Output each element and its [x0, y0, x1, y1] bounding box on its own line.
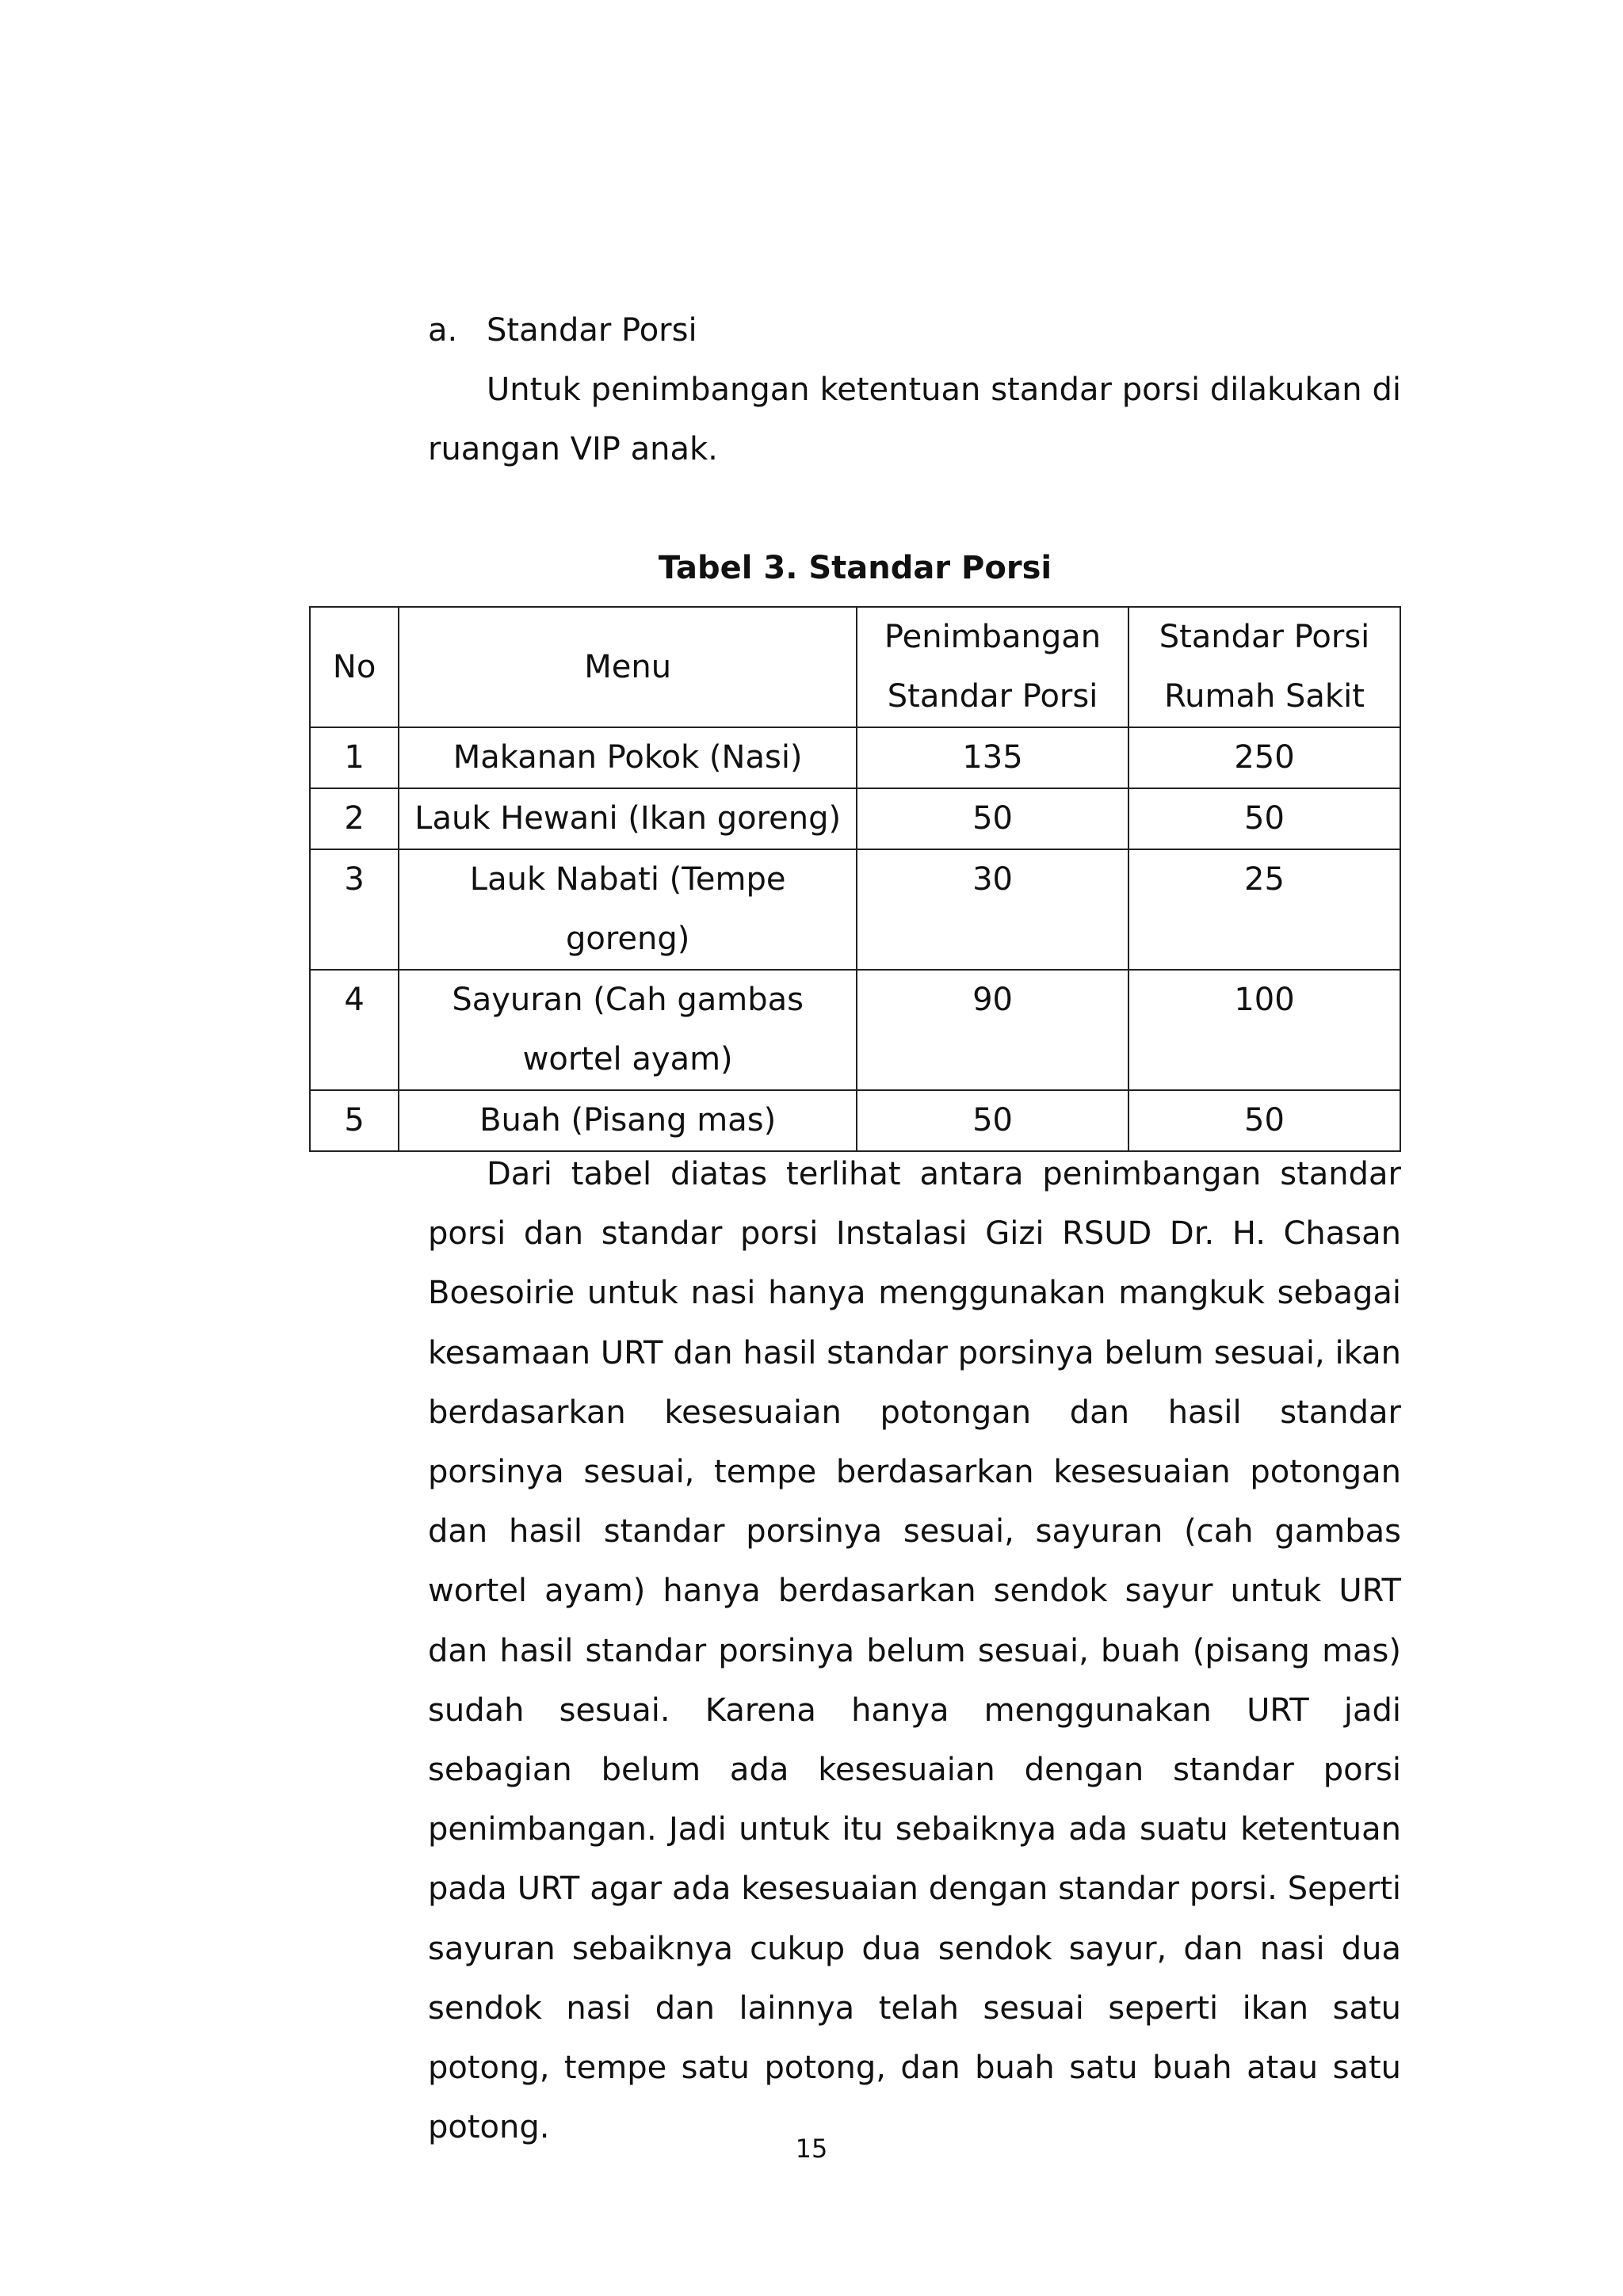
header-no: No [310, 607, 399, 727]
cell-menu: Lauk Nabati (Tempe goreng) [399, 849, 857, 970]
cell-penimbangan: 30 [857, 849, 1128, 970]
cell-menu: Sayuran (Cah gambas wortel ayam) [399, 970, 857, 1090]
standar-porsi-table [309, 606, 1401, 1152]
section-a [428, 301, 1401, 479]
cell-penimbangan: 135 [857, 727, 1128, 788]
cell-standar: 50 [1128, 1090, 1400, 1151]
discussion-paragraph: Dari tabel diatas terlihat antara penimbangan standar porsi dan standar porsi Instalasi Gizi RSUD Dr. H. Chasan Boesoirie untuk nasi hanya menggunakan mangkuk sebagai kesamaan URT dan hasil standar porsinya belum sesuai, ikan berdasarkan kesesuaian potongan dan hasil standar porsinya sesuai, tempe berdasarkan kesesuaian potongan dan hasil standar porsinya sesuai, sayuran (cah gambas wortel ayam) hanya berdasarkan sendok sayur untuk URT dan hasil standar porsinya belum sesuai, buah (pisang mas) sudah sesuai. Karena hanya menggunakan URT jadi sebagian belum ada kesesuaian dengan standar porsi penimbangan. Jadi untuk itu sebaiknya ada suatu ketentuan pada URT agar ada kesesuaian dengan standar porsi. Seperti sayuran sebaiknya cukup dua sendok sayur, dan nasi dua sendok nasi dan lainnya telah sesuai seperti ikan satu potong, tempe satu potong, dan buah satu buah atau satu potong. [428, 1156, 1401, 2146]
cell-no: 3 [310, 849, 399, 970]
cell-standar: 100 [1128, 970, 1400, 1090]
table-header-row [310, 607, 1400, 727]
header-menu: Menu [399, 607, 857, 727]
table-caption: Tabel 3. Standar Porsi [658, 550, 1052, 586]
table-row [310, 727, 1400, 788]
table-row [310, 970, 1400, 1090]
cell-penimbangan: 90 [857, 970, 1128, 1090]
cell-no: 1 [310, 727, 399, 788]
cell-menu: Makanan Pokok (Nasi) [399, 727, 857, 788]
page-number: 15 [795, 2134, 828, 2164]
cell-standar: 250 [1128, 727, 1400, 788]
table-row [310, 788, 1400, 849]
cell-standar: 25 [1128, 849, 1400, 970]
section-title: Standar Porsi [487, 312, 697, 349]
cell-penimbangan: 50 [857, 1090, 1128, 1151]
header-penimbangan: Penimbangan Standar Porsi [857, 607, 1128, 727]
cell-no: 5 [310, 1090, 399, 1151]
cell-standar: 50 [1128, 788, 1400, 849]
table-row [310, 849, 1400, 970]
cell-no: 4 [310, 970, 399, 1090]
cell-menu: Buah (Pisang mas) [399, 1090, 857, 1151]
section-heading [428, 301, 1401, 360]
cell-no: 2 [310, 788, 399, 849]
cell-penimbangan: 50 [857, 788, 1128, 849]
section-marker: a. [428, 312, 458, 349]
section-intro: Untuk penimbangan ketentuan standar porsi dilakukan di ruangan VIP anak. [428, 372, 1401, 467]
cell-menu: Lauk Hewani (Ikan goreng) [399, 788, 857, 849]
header-standar-rs: Standar Porsi Rumah Sakit [1128, 607, 1400, 727]
table-row [310, 1090, 1400, 1151]
